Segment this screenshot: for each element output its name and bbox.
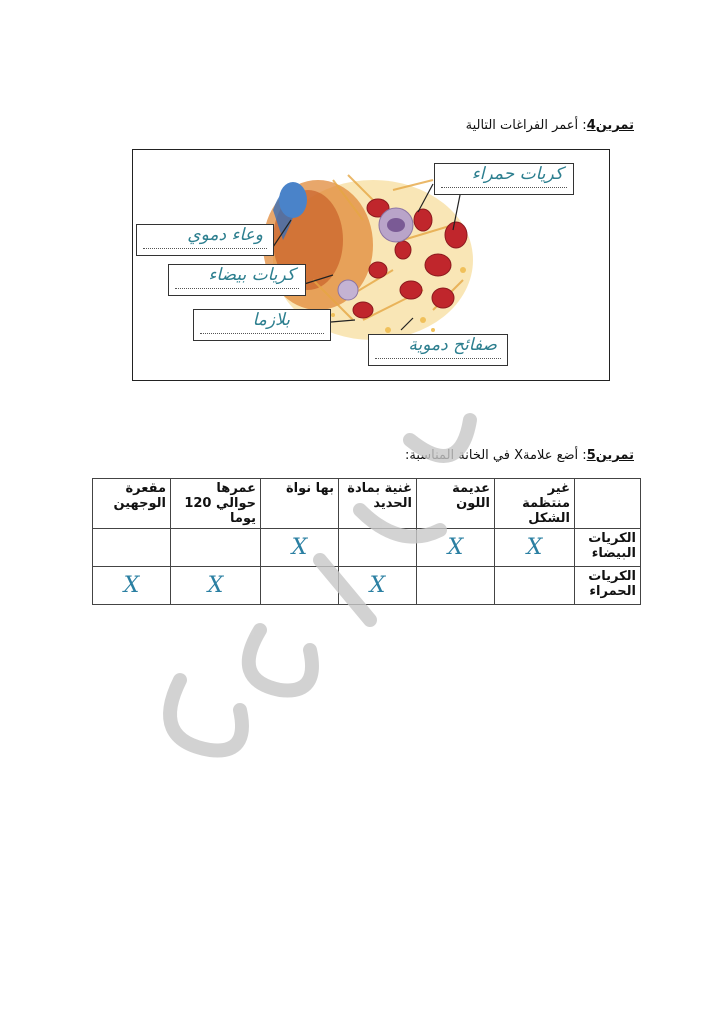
answer-cell[interactable]: X [261, 529, 339, 567]
table-header-cell: عمرها حوالي 120 يوما [171, 479, 261, 529]
answer-box-white-cells[interactable] [168, 264, 306, 296]
answer-white-cells: كريات بيضاء [208, 265, 295, 285]
answer-plasma: بلازما [252, 310, 290, 330]
answer-red-cells: كريات حمراء [471, 164, 563, 184]
table-row [93, 529, 641, 567]
answer-cell[interactable] [93, 529, 171, 567]
answer-dots [143, 248, 267, 249]
exercise-5-instruction: : أضع علامةX في الخانة المناسبة: [405, 448, 587, 463]
answer-cell[interactable]: X [171, 567, 261, 605]
answer-dots [375, 358, 501, 359]
answer-cell[interactable] [261, 567, 339, 605]
answer-cell[interactable] [495, 567, 575, 605]
table-header-row [93, 479, 641, 529]
answer-dots [200, 333, 324, 334]
answer-box-plasma[interactable] [193, 309, 331, 341]
answer-dots [441, 187, 567, 188]
table-header-cell: بها نواة [261, 479, 339, 529]
exercise-5-heading [405, 448, 634, 463]
answer-box-platelets[interactable] [368, 334, 508, 366]
answer-blood-vessel: وعاء دموي [187, 225, 263, 245]
answer-dots [175, 288, 299, 289]
table-header-cell: عديمة اللون [417, 479, 495, 529]
answer-cell[interactable]: X [495, 529, 575, 567]
table-header-cell [575, 479, 641, 529]
answer-cell[interactable] [417, 567, 495, 605]
answer-platelets: صفائح دموية [408, 335, 497, 355]
row-label: الكريات الحمراء [575, 567, 641, 605]
row-label: الكريات البيضاء [575, 529, 641, 567]
table-header-cell: غنية بمادة الحديد [339, 479, 417, 529]
answer-cell[interactable]: X [93, 567, 171, 605]
table-row [93, 567, 641, 605]
answer-box-red-cells[interactable] [434, 163, 574, 195]
exercise-4-instruction: : أعمر الفراغات التالية [465, 118, 587, 133]
answer-cell[interactable]: X [417, 529, 495, 567]
exercise-5-number: تمرين5 [586, 448, 634, 463]
blood-cells-table [92, 478, 641, 605]
answer-cell[interactable] [171, 529, 261, 567]
exercise-4-heading [466, 118, 634, 133]
table-header-cell: غير منتظمة الشكل [495, 479, 575, 529]
answer-cell[interactable] [339, 529, 417, 567]
exercise-4-number: تمرين4 [586, 118, 634, 133]
table-header-cell: مقعرة الوجهين [93, 479, 171, 529]
answer-box-blood-vessel[interactable] [136, 224, 274, 256]
answer-cell[interactable]: X [339, 567, 417, 605]
